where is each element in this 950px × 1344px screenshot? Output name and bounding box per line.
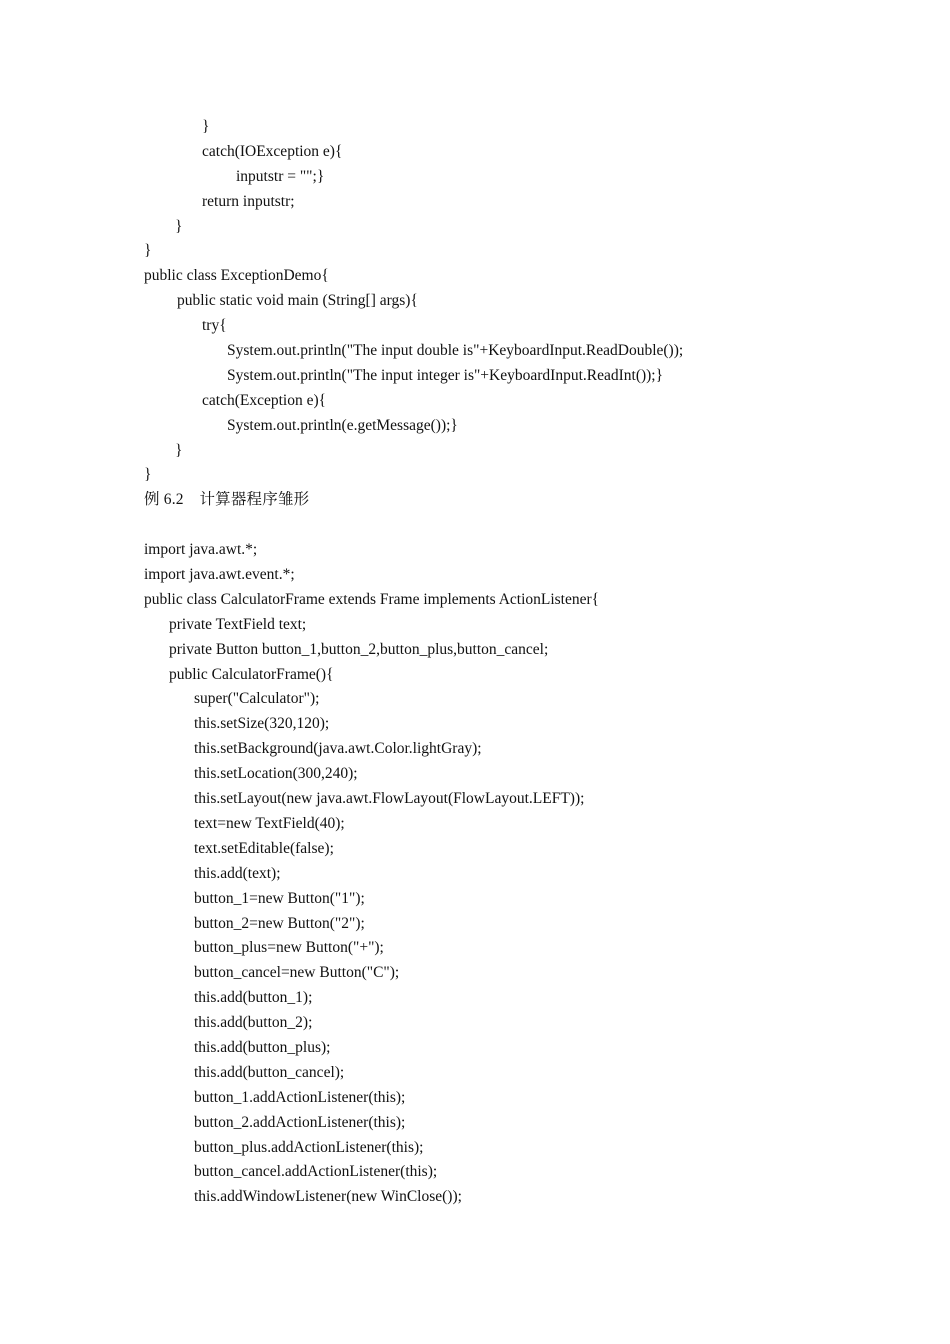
code-line: text.setEditable(false); — [194, 839, 334, 857]
code-line: public static void main (String[] args){ — [177, 292, 418, 310]
code-line: } — [175, 217, 183, 235]
code-line: button_2=new Button("2"); — [194, 914, 365, 932]
code-line: inputstr = "";} — [236, 167, 325, 185]
code-line: private TextField text; — [169, 615, 307, 633]
code-line: catch(IOException e){ — [202, 142, 343, 160]
code-line: try{ — [202, 317, 227, 335]
code-line: return inputstr; — [202, 192, 295, 210]
code-line: System.out.println("The input integer is"+KeyboardInput.ReadInt());} — [227, 366, 664, 384]
code-line: button_1.addActionListener(this); — [194, 1088, 406, 1106]
code-line: button_2.addActionListener(this); — [194, 1113, 406, 1131]
code-line: this.add(button_plus); — [194, 1038, 331, 1056]
code-line: } — [175, 441, 183, 459]
code-line: button_plus=new Button("+"); — [194, 939, 384, 957]
code-line: public CalculatorFrame(){ — [169, 665, 334, 683]
code-line: this.setLayout(new java.awt.FlowLayout(FlowLayout.LEFT)); — [194, 790, 585, 808]
code-line: this.add(button_cancel); — [194, 1063, 345, 1081]
code-line: button_cancel.addActionListener(this); — [194, 1163, 438, 1181]
code-line: import java.awt.event.*; — [144, 566, 295, 584]
code-line: this.add(button_1); — [194, 989, 313, 1007]
section-heading: 例 6.2 计算器程序雏形 — [144, 491, 310, 509]
code-line: this.add(button_2); — [194, 1014, 313, 1032]
code-line: this.setLocation(300,240); — [194, 765, 358, 783]
code-line: System.out.println(e.getMessage());} — [227, 416, 458, 434]
code-line: public class CalculatorFrame extends Frame implements ActionListener{ — [144, 590, 600, 608]
code-line: catch(Exception e){ — [202, 391, 327, 409]
code-listing — [144, 115, 904, 1210]
code-line: text=new TextField(40); — [194, 814, 345, 832]
code-line: button_plus.addActionListener(this); — [194, 1138, 424, 1156]
code-line: } — [202, 118, 210, 135]
code-line: System.out.println("The input double is"+KeyboardInput.ReadDouble()); — [227, 342, 684, 360]
code-line: import java.awt.*; — [144, 541, 258, 559]
code-line: public class ExceptionDemo{ — [144, 267, 329, 285]
code-line: private Button button_1,button_2,button_plus,button_cancel; — [169, 640, 549, 658]
code-line: } — [144, 466, 152, 484]
code-line: super("Calculator"); — [194, 690, 320, 708]
code-line: this.setSize(320,120); — [194, 715, 330, 733]
code-line: button_1=new Button("1"); — [194, 889, 365, 907]
code-line: this.addWindowListener(new WinClose()); — [194, 1188, 462, 1206]
code-line — [144, 513, 904, 538]
code-line: } — [144, 242, 152, 260]
code-line: this.add(text); — [194, 864, 281, 882]
code-line: button_cancel=new Button("C"); — [194, 964, 400, 982]
code-line: this.setBackground(java.awt.Color.lightGray); — [194, 740, 482, 758]
